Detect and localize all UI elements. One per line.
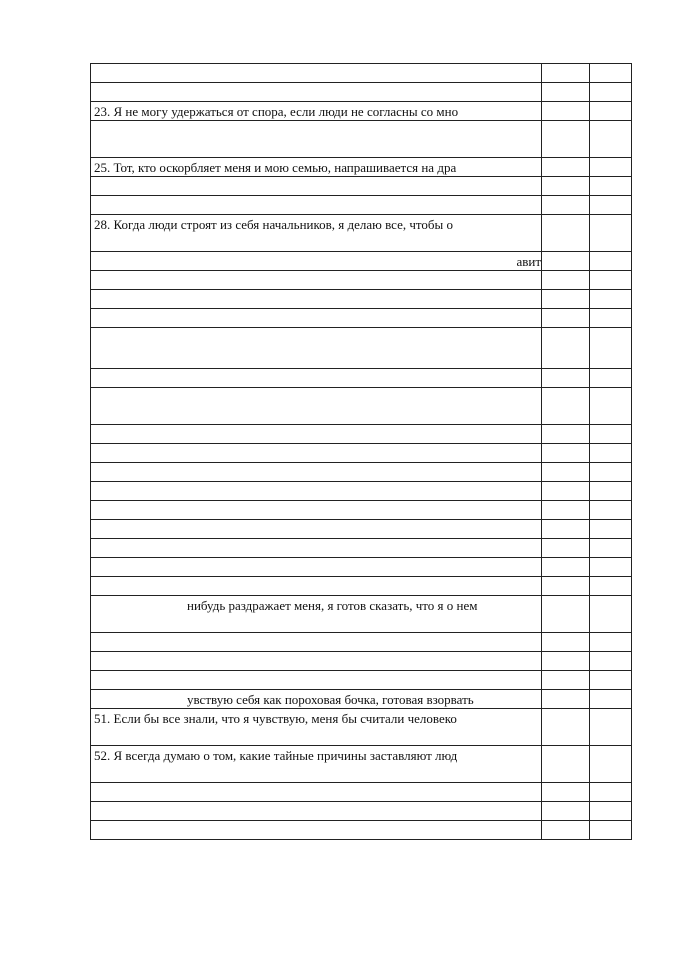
table-row [91, 215, 632, 252]
table-row [91, 196, 632, 215]
question-cell [91, 802, 542, 821]
answer-cell-a[interactable] [542, 482, 590, 501]
question-cell [91, 444, 542, 463]
question-cell [91, 577, 542, 596]
answer-cell-a[interactable] [542, 652, 590, 671]
table-row [91, 633, 632, 652]
answer-cell-a[interactable] [542, 671, 590, 690]
question-text: авит [516, 254, 541, 269]
answer-cell-a[interactable] [542, 328, 590, 369]
table-row [91, 783, 632, 802]
question-text [91, 425, 541, 427]
answer-cell-a[interactable] [542, 102, 590, 121]
question-text: 52. Я всегда думаю о том, какие тайные причины заставляют люд [94, 748, 458, 763]
answer-cell-b[interactable] [590, 671, 632, 690]
question-cell [91, 252, 542, 271]
answer-cell-a[interactable] [542, 121, 590, 158]
question-text [91, 520, 541, 522]
table-row [91, 64, 632, 83]
question-cell [91, 558, 542, 577]
question-text [91, 271, 541, 273]
table-row [91, 802, 632, 821]
question-cell [91, 501, 542, 520]
question-text [91, 309, 541, 311]
question-cell [91, 83, 542, 102]
question-text [91, 388, 541, 390]
answer-cell-a[interactable] [542, 596, 590, 633]
question-cell [91, 709, 542, 746]
question-text [91, 121, 541, 123]
answer-cell-a[interactable] [542, 444, 590, 463]
answer-cell-a[interactable] [542, 501, 590, 520]
table-row [91, 539, 632, 558]
answer-cell-a[interactable] [542, 690, 590, 709]
answer-cell-a[interactable] [542, 539, 590, 558]
answer-cell-b[interactable] [590, 121, 632, 158]
question-cell [91, 425, 542, 444]
questionnaire-body [91, 64, 632, 840]
question-text [91, 177, 541, 179]
question-cell [91, 671, 542, 690]
question-text [91, 328, 541, 330]
answer-cell-b[interactable] [590, 520, 632, 539]
answer-cell-b[interactable] [590, 215, 632, 252]
answer-cell-b[interactable] [590, 158, 632, 177]
answer-cell-a[interactable] [542, 783, 590, 802]
question-text: 25. Тот, кто оскорбляет меня и мою семью, напрашивается на дра [94, 160, 457, 175]
question-cell [91, 309, 542, 328]
answer-cell-b[interactable] [590, 177, 632, 196]
answer-cell-b[interactable] [590, 652, 632, 671]
answer-cell-b[interactable] [590, 577, 632, 596]
answer-cell-a[interactable] [542, 369, 590, 388]
table-row [91, 102, 632, 121]
questionnaire-sheet [90, 63, 630, 840]
table-row [91, 271, 632, 290]
table-row [91, 309, 632, 328]
answer-cell-a[interactable] [542, 290, 590, 309]
answer-cell-b[interactable] [590, 821, 632, 840]
table-row [91, 652, 632, 671]
question-cell [91, 482, 542, 501]
question-text [91, 783, 541, 785]
answer-cell-b[interactable] [590, 783, 632, 802]
questionnaire-table [90, 63, 632, 840]
table-row [91, 388, 632, 425]
question-text [91, 577, 541, 579]
table-row [91, 158, 632, 177]
answer-cell-b[interactable] [590, 746, 632, 783]
table-row [91, 290, 632, 309]
answer-cell-a[interactable] [542, 215, 590, 252]
question-cell [91, 520, 542, 539]
question-cell [91, 690, 542, 709]
table-row [91, 746, 632, 783]
answer-cell-b[interactable] [590, 102, 632, 121]
table-row [91, 121, 632, 158]
answer-cell-a[interactable] [542, 577, 590, 596]
table-row [91, 520, 632, 539]
question-cell [91, 328, 542, 369]
answer-cell-b[interactable] [590, 290, 632, 309]
answer-cell-b[interactable] [590, 690, 632, 709]
question-text [91, 290, 541, 292]
question-text: 23. Я не могу удержаться от спора, если люди не согласны со мно [94, 104, 459, 119]
question-text [91, 501, 541, 503]
question-cell [91, 158, 542, 177]
question-cell [91, 652, 542, 671]
question-cell [91, 596, 542, 633]
answer-cell-b[interactable] [590, 309, 632, 328]
table-row [91, 690, 632, 709]
question-cell [91, 271, 542, 290]
answer-cell-b[interactable] [590, 328, 632, 369]
question-text [91, 196, 541, 198]
question-text [91, 671, 541, 673]
answer-cell-a[interactable] [542, 158, 590, 177]
table-row [91, 177, 632, 196]
answer-cell-b[interactable] [590, 444, 632, 463]
answer-cell-b[interactable] [590, 369, 632, 388]
question-text [91, 633, 541, 635]
answer-cell-a[interactable] [542, 271, 590, 290]
question-cell [91, 369, 542, 388]
question-text: 51. Если бы все знали, что я чувствую, меня бы считали человеко [94, 711, 457, 726]
answer-cell-a[interactable] [542, 709, 590, 746]
question-text: 28. Когда люди строят из себя начальников, я делаю все, чтобы о [94, 217, 454, 232]
table-row [91, 821, 632, 840]
answer-cell-a[interactable] [542, 821, 590, 840]
answer-cell-b[interactable] [590, 501, 632, 520]
question-text [91, 83, 541, 85]
answer-cell-a[interactable] [542, 633, 590, 652]
answer-cell-a[interactable] [542, 425, 590, 444]
question-cell [91, 633, 542, 652]
table-row [91, 463, 632, 482]
question-text: нибудь раздражает меня, я готов сказать, что я о нем [187, 598, 478, 613]
answer-cell-a[interactable] [542, 252, 590, 271]
answer-cell-b[interactable] [590, 596, 632, 633]
question-cell [91, 783, 542, 802]
answer-cell-b[interactable] [590, 802, 632, 821]
table-row [91, 482, 632, 501]
question-text [91, 64, 541, 66]
question-cell [91, 463, 542, 482]
question-cell [91, 539, 542, 558]
answer-cell-b[interactable] [590, 196, 632, 215]
table-row [91, 558, 632, 577]
question-cell [91, 290, 542, 309]
answer-cell-a[interactable] [542, 309, 590, 328]
question-text [91, 463, 541, 465]
answer-cell-b[interactable] [590, 271, 632, 290]
table-row [91, 369, 632, 388]
answer-cell-a[interactable] [542, 558, 590, 577]
answer-cell-b[interactable] [590, 463, 632, 482]
table-row [91, 577, 632, 596]
answer-cell-b[interactable] [590, 558, 632, 577]
answer-cell-a[interactable] [542, 64, 590, 83]
answer-cell-a[interactable] [542, 520, 590, 539]
table-row [91, 425, 632, 444]
question-text [91, 539, 541, 541]
table-row [91, 596, 632, 633]
question-text [91, 558, 541, 560]
question-text [91, 821, 541, 823]
answer-cell-a[interactable] [542, 463, 590, 482]
answer-cell-a[interactable] [542, 388, 590, 425]
answer-cell-a[interactable] [542, 177, 590, 196]
answer-cell-b[interactable] [590, 709, 632, 746]
answer-cell-b[interactable] [590, 83, 632, 102]
answer-cell-a[interactable] [542, 83, 590, 102]
question-cell [91, 177, 542, 196]
question-text [91, 652, 541, 654]
answer-cell-a[interactable] [542, 746, 590, 783]
answer-cell-b[interactable] [590, 482, 632, 501]
table-row [91, 444, 632, 463]
question-cell [91, 215, 542, 252]
table-row [91, 709, 632, 746]
question-text [91, 802, 541, 804]
table-row [91, 671, 632, 690]
question-cell [91, 64, 542, 83]
question-text [91, 482, 541, 484]
answer-cell-b[interactable] [590, 425, 632, 444]
question-cell [91, 746, 542, 783]
answer-cell-b[interactable] [590, 633, 632, 652]
table-row [91, 501, 632, 520]
table-row [91, 328, 632, 369]
answer-cell-a[interactable] [542, 196, 590, 215]
question-text [91, 444, 541, 446]
answer-cell-b[interactable] [590, 252, 632, 271]
question-text [91, 369, 541, 371]
answer-cell-b[interactable] [590, 64, 632, 83]
table-row [91, 252, 632, 271]
question-cell [91, 388, 542, 425]
question-cell [91, 121, 542, 158]
table-row [91, 83, 632, 102]
answer-cell-a[interactable] [542, 802, 590, 821]
question-cell [91, 821, 542, 840]
answer-cell-b[interactable] [590, 388, 632, 425]
question-text: увствую себя как пороховая бочка, готовая взорвать [187, 692, 474, 707]
question-cell [91, 196, 542, 215]
question-cell [91, 102, 542, 121]
answer-cell-b[interactable] [590, 539, 632, 558]
